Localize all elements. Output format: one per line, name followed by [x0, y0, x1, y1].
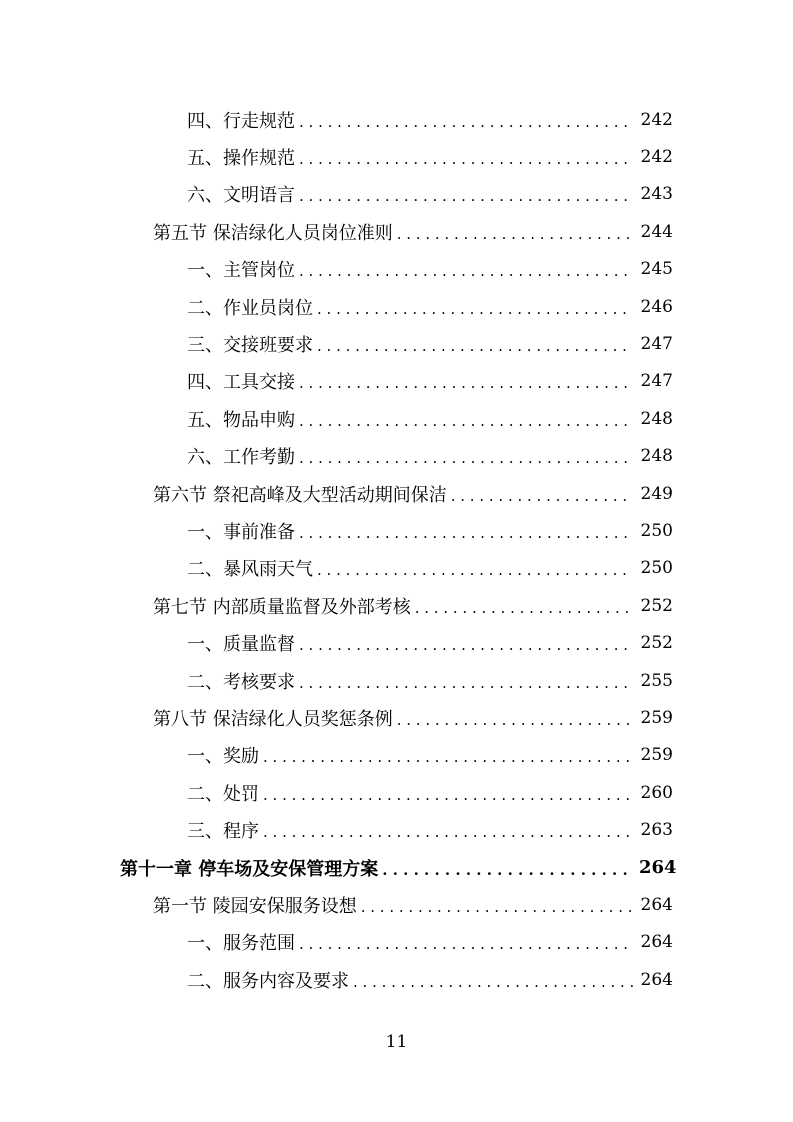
- toc-entry-page: 245: [640, 259, 673, 280]
- dot-leader: [353, 969, 633, 991]
- toc-entry-page: 252: [640, 633, 673, 654]
- dot-leader: [299, 670, 633, 692]
- toc-entry[interactable]: [0, 512, 793, 549]
- toc-entry-page: 264: [639, 857, 677, 878]
- dot-leader: [299, 931, 633, 953]
- toc-entry-page: 249: [640, 483, 673, 504]
- toc-entry-title: 二、服务内容及要求: [187, 970, 349, 992]
- toc-entry-page: 260: [640, 782, 673, 803]
- toc-entry-title: 一、服务范围: [187, 933, 295, 955]
- toc-entry[interactable]: [0, 213, 793, 250]
- toc-entry[interactable]: [0, 400, 793, 437]
- toc-entry-page: 264: [640, 894, 673, 915]
- toc-entry[interactable]: [0, 251, 793, 288]
- dot-leader: [299, 408, 633, 430]
- toc-entry-title: 一、质量监督: [187, 634, 295, 656]
- dot-leader: [299, 258, 633, 280]
- dot-leader: [299, 520, 633, 542]
- toc-entry-title: 六、文明语言: [187, 185, 295, 207]
- toc-entry-page: 259: [640, 745, 673, 766]
- dot-leader: [263, 782, 633, 804]
- toc-entry[interactable]: [0, 587, 793, 624]
- toc-entry[interactable]: [0, 886, 793, 923]
- toc-entry[interactable]: [0, 363, 793, 400]
- toc-entry-title: 二、考核要求: [187, 671, 295, 693]
- toc-entry[interactable]: [0, 325, 793, 362]
- dot-leader: [397, 221, 633, 243]
- toc-entry[interactable]: [0, 737, 793, 774]
- toc-entry-page: 250: [640, 558, 673, 579]
- toc-entry-page: 243: [640, 184, 673, 205]
- toc-entry-title: 二、作业员岗位: [187, 297, 313, 319]
- toc-entry[interactable]: [0, 924, 793, 961]
- toc-entry-page: 247: [640, 371, 673, 392]
- toc-entry-title: 五、操作规范: [187, 148, 295, 170]
- toc-entry[interactable]: [0, 662, 793, 699]
- toc-entry-page: 250: [640, 520, 673, 541]
- toc-entry[interactable]: [0, 624, 793, 661]
- dot-leader: [263, 744, 633, 766]
- toc-entry-title: 六、工作考勤: [187, 447, 295, 469]
- toc-entry-title: 第七节 内部质量监督及外部考核: [153, 596, 411, 618]
- toc-entry[interactable]: [0, 774, 793, 811]
- dot-leader: [382, 857, 633, 879]
- toc-entry-title: 三、交接班要求: [187, 335, 313, 357]
- toc-entry[interactable]: [0, 138, 793, 175]
- toc-entry[interactable]: [0, 288, 793, 325]
- dot-leader: [317, 333, 633, 355]
- dot-leader: [415, 595, 633, 617]
- toc-entry-page: 247: [640, 334, 673, 355]
- dot-leader: [299, 370, 633, 392]
- toc-entry[interactable]: [0, 811, 793, 848]
- dot-leader: [299, 146, 633, 168]
- dot-leader: [361, 894, 633, 916]
- toc-entry[interactable]: [0, 699, 793, 736]
- toc-entry-page: 259: [640, 707, 673, 728]
- toc-entry-page: 264: [640, 932, 673, 953]
- toc-entry-page: 263: [640, 820, 673, 841]
- toc-entry-title: 二、处罚: [187, 783, 259, 805]
- toc-entry-title: 第一节 陵园安保服务设想: [153, 895, 357, 917]
- dot-leader: [299, 632, 633, 654]
- toc-entry-page: 248: [640, 446, 673, 467]
- toc-entry-title: 五、物品申购: [187, 409, 295, 431]
- toc-entry[interactable]: [0, 101, 793, 138]
- toc-entry-title: 第六节 祭祀高峰及大型活动期间保洁: [153, 484, 447, 506]
- dot-leader: [263, 819, 633, 841]
- toc-entry-page: 252: [640, 595, 673, 616]
- toc-entry-page: 244: [640, 221, 673, 242]
- dot-leader: [317, 296, 633, 318]
- toc-entry-title: 第十一章 停车场及安保管理方案: [120, 858, 379, 880]
- toc-entry[interactable]: [0, 438, 793, 475]
- toc-entry-title: 三、程序: [187, 821, 259, 843]
- toc-entry-title: 第八节 保洁绿化人员奖惩条例: [153, 708, 393, 730]
- toc-entry-page: 264: [640, 969, 673, 990]
- toc-entry[interactable]: [0, 961, 793, 998]
- toc-entry-title: 二、暴风雨天气: [187, 559, 313, 581]
- toc-entry[interactable]: [0, 475, 793, 512]
- toc-entry-title: 四、行走规范: [187, 110, 295, 132]
- toc-entry-title: 一、主管岗位: [187, 260, 295, 282]
- toc-entry-page: 255: [640, 670, 673, 691]
- toc-entry-title: 第五节 保洁绿化人员岗位准则: [153, 222, 393, 244]
- toc-entry-page: 248: [640, 408, 673, 429]
- toc-entry-title: 一、事前准备: [187, 521, 295, 543]
- toc-entry-title: 一、奖励: [187, 746, 259, 768]
- toc-entry[interactable]: [0, 176, 793, 213]
- table-of-contents: [0, 101, 793, 998]
- toc-entry-page: 242: [640, 109, 673, 130]
- page-number: 11: [385, 1032, 408, 1052]
- dot-leader: [451, 483, 633, 505]
- toc-entry-page: 242: [640, 147, 673, 168]
- toc-entry[interactable]: [0, 550, 793, 587]
- dot-leader: [299, 183, 633, 205]
- dot-leader: [299, 445, 633, 467]
- dot-leader: [299, 109, 633, 131]
- dot-leader: [317, 557, 633, 579]
- toc-entry-page: 246: [640, 296, 673, 317]
- toc-entry-title: 四、工具交接: [187, 372, 295, 394]
- toc-entry[interactable]: [0, 849, 793, 886]
- dot-leader: [397, 707, 633, 729]
